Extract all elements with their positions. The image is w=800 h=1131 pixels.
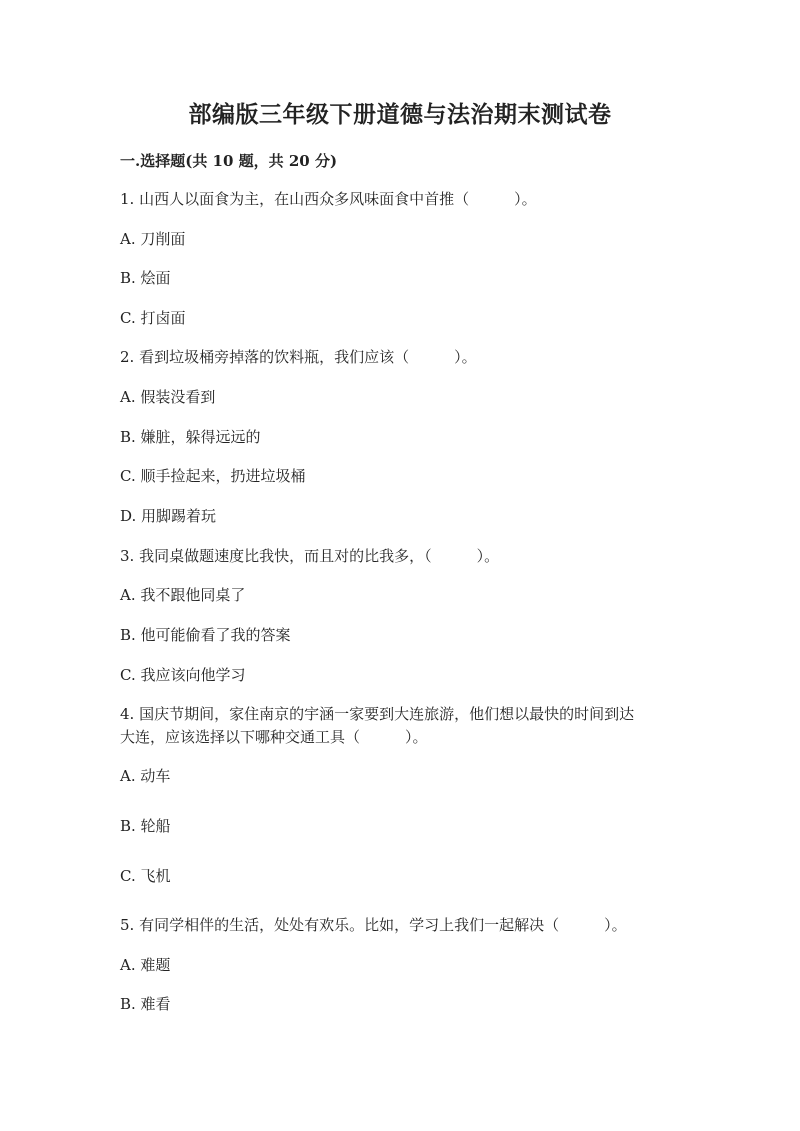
question-1-option-b[interactable]: B. 烩面	[120, 269, 171, 287]
question-4-stem-line-1: 4. 国庆节期间，家住南京的宇涵一家要到大连旅游，他们想以最快的时间到达	[120, 705, 635, 723]
page-title: 部编版三年级下册道德与法治期末测试卷	[188, 101, 612, 128]
question-3-stem: 3. 我同桌做题速度比我快，而且对的比我多，（ ）。	[120, 547, 500, 565]
question-3-option-b[interactable]: B. 他可能偷看了我的答案	[120, 626, 291, 644]
question-3-option-a[interactable]: A. 我不跟他同桌了	[120, 586, 246, 604]
question-4-option-b[interactable]: B. 轮船	[120, 817, 171, 835]
question-5-stem: 5. 有同学相伴的生活，处处有欢乐。比如，学习上我们一起解决（ ）。	[120, 916, 627, 934]
question-1-option-c[interactable]: C. 打卤面	[120, 309, 186, 327]
question-5-option-b[interactable]: B. 难看	[120, 995, 171, 1013]
question-5-option-a[interactable]: A. 难题	[120, 956, 171, 974]
question-2-option-a[interactable]: A. 假装没看到	[120, 388, 216, 406]
question-1-stem: 1. 山西人以面食为主，在山西众多风味面食中首推（ ）。	[120, 190, 537, 208]
question-4-stem-line-2: 大连，应该选择以下哪种交通工具（ ）。	[120, 728, 428, 746]
question-3-option-c[interactable]: C. 我应该向他学习	[120, 666, 246, 684]
question-2-option-b[interactable]: B. 嫌脏，躲得远远的	[120, 428, 261, 446]
question-2-option-c[interactable]: C. 顺手捡起来，扔进垃圾桶	[120, 467, 306, 485]
question-2-stem: 2. 看到垃圾桶旁掉落的饮料瓶，我们应该（ ）。	[120, 348, 477, 366]
question-4-option-c[interactable]: C. 飞机	[120, 867, 171, 885]
question-2-option-d[interactable]: D. 用脚踢着玩	[120, 507, 217, 525]
section-header: 一.选择题(共 10 题，共 20 分)	[120, 152, 338, 170]
question-1-option-a[interactable]: A. 刀削面	[120, 230, 186, 248]
question-4-option-a[interactable]: A. 动车	[120, 767, 171, 785]
